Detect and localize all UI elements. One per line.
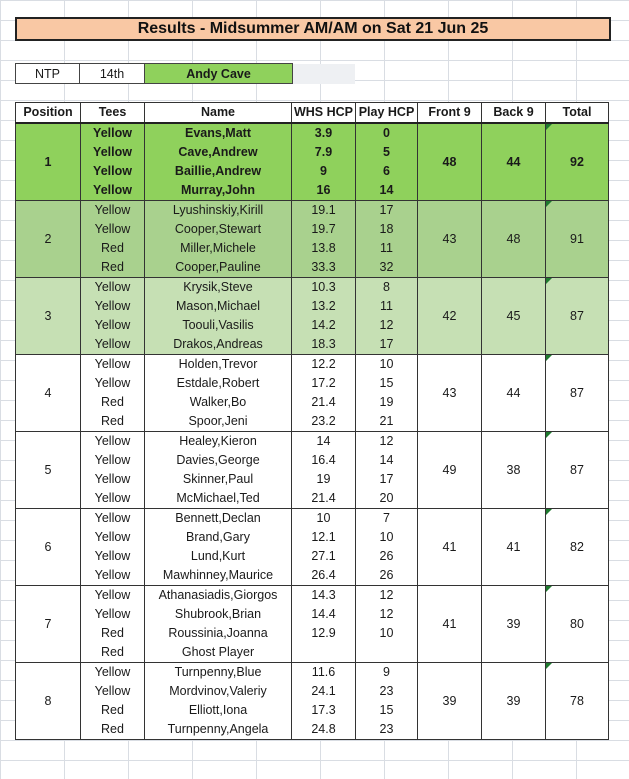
tees-cell[interactable]: Red (81, 701, 145, 720)
whs-hcp-cell[interactable]: 19 (292, 470, 356, 489)
tees-cell[interactable]: Red (81, 643, 145, 663)
back-9-cell[interactable]: 39 (482, 663, 546, 740)
whs-hcp-cell[interactable]: 12.9 (292, 624, 356, 643)
total-cell[interactable]: 80 (546, 586, 609, 663)
header-name[interactable]: Name (145, 103, 292, 124)
whs-hcp-cell[interactable]: 19.1 (292, 201, 356, 221)
player-name-cell[interactable]: Shubrook,Brian (145, 605, 292, 624)
tees-cell[interactable]: Yellow (81, 451, 145, 470)
front-9-cell[interactable]: 42 (418, 278, 482, 355)
whs-hcp-cell[interactable]: 11.6 (292, 663, 356, 683)
tees-cell[interactable]: Yellow (81, 297, 145, 316)
front-9-cell[interactable]: 39 (418, 663, 482, 740)
table-row (16, 663, 609, 683)
player-name-cell[interactable]: Mordvinov,Valeriy (145, 682, 292, 701)
position-cell[interactable]: 6 (16, 509, 81, 586)
player-name-cell[interactable]: Cooper,Pauline (145, 258, 292, 278)
play-hcp-cell[interactable]: 11 (356, 239, 418, 258)
player-name-cell[interactable]: Murray,John (145, 181, 292, 201)
play-hcp-cell[interactable]: 15 (356, 374, 418, 393)
whs-hcp-cell[interactable]: 9 (292, 162, 356, 181)
tees-cell[interactable]: Yellow (81, 162, 145, 181)
play-hcp-cell[interactable]: 23 (356, 720, 418, 740)
player-name-cell[interactable]: McMichael,Ted (145, 489, 292, 509)
position-cell[interactable]: 4 (16, 355, 81, 432)
player-name-cell[interactable]: Davies,George (145, 451, 292, 470)
whs-hcp-cell[interactable]: 14 (292, 432, 356, 452)
play-hcp-cell[interactable]: 14 (356, 451, 418, 470)
play-hcp-cell[interactable]: 19 (356, 393, 418, 412)
whs-hcp-cell[interactable]: 24.8 (292, 720, 356, 740)
table-row (16, 509, 609, 529)
player-name-cell[interactable]: Holden,Trevor (145, 355, 292, 375)
header-whs-hcp[interactable]: WHS HCP (292, 103, 356, 124)
table-row (16, 586, 609, 606)
player-name-cell[interactable]: Krysik,Steve (145, 278, 292, 298)
player-name-cell[interactable]: Healey,Kieron (145, 432, 292, 452)
play-hcp-cell[interactable]: 12 (356, 586, 418, 606)
player-name-cell[interactable]: Lyushinskiy,Kirill (145, 201, 292, 221)
play-hcp-cell[interactable]: 12 (356, 316, 418, 335)
player-name-cell[interactable]: Cooper,Stewart (145, 220, 292, 239)
tees-cell[interactable]: Yellow (81, 566, 145, 586)
tees-cell[interactable]: Yellow (81, 682, 145, 701)
total-cell[interactable]: 87 (546, 355, 609, 432)
back-9-cell[interactable]: 44 (482, 355, 546, 432)
tees-cell[interactable]: Yellow (81, 489, 145, 509)
tees-cell[interactable]: Red (81, 258, 145, 278)
tees-cell[interactable]: Yellow (81, 528, 145, 547)
whs-hcp-cell[interactable]: 14.2 (292, 316, 356, 335)
player-name-cell[interactable]: Toouli,Vasilis (145, 316, 292, 335)
play-hcp-cell[interactable]: 32 (356, 258, 418, 278)
position-cell[interactable]: 8 (16, 663, 81, 740)
front-9-cell[interactable]: 41 (418, 509, 482, 586)
tees-cell[interactable]: Yellow (81, 374, 145, 393)
tees-cell[interactable]: Yellow (81, 509, 145, 529)
player-name-cell[interactable]: Cave,Andrew (145, 143, 292, 162)
player-name-cell[interactable]: Baillie,Andrew (145, 162, 292, 181)
tees-cell[interactable]: Yellow (81, 316, 145, 335)
tees-cell[interactable]: Yellow (81, 220, 145, 239)
table-row (16, 355, 609, 375)
whs-hcp-cell[interactable]: 14.4 (292, 605, 356, 624)
play-hcp-cell[interactable]: 12 (356, 432, 418, 452)
play-hcp-cell[interactable]: 7 (356, 509, 418, 529)
whs-hcp-cell[interactable]: 12.2 (292, 355, 356, 375)
player-name-cell[interactable]: Mawhinney,Maurice (145, 566, 292, 586)
play-hcp-cell[interactable]: 17 (356, 470, 418, 489)
total-cell[interactable]: 87 (546, 432, 609, 509)
play-hcp-cell[interactable] (356, 643, 418, 663)
tees-cell[interactable]: Yellow (81, 123, 145, 143)
tees-cell[interactable]: Yellow (81, 470, 145, 489)
player-name-cell[interactable]: Athanasiadis,Giorgos (145, 586, 292, 606)
ntp-label[interactable]: NTP (16, 64, 80, 84)
table-row (16, 432, 609, 452)
header-total[interactable]: Total (546, 103, 609, 124)
tees-cell[interactable]: Yellow (81, 278, 145, 298)
tees-cell[interactable]: Red (81, 393, 145, 412)
play-hcp-cell[interactable]: 9 (356, 663, 418, 683)
play-hcp-cell[interactable]: 10 (356, 355, 418, 375)
player-name-cell[interactable]: Turnpenny,Blue (145, 663, 292, 683)
play-hcp-cell[interactable]: 14 (356, 181, 418, 201)
back-9-cell[interactable]: 39 (482, 586, 546, 663)
position-cell[interactable]: 5 (16, 432, 81, 509)
whs-hcp-cell[interactable]: 19.7 (292, 220, 356, 239)
whs-hcp-cell[interactable]: 17.3 (292, 701, 356, 720)
whs-hcp-cell[interactable]: 17.2 (292, 374, 356, 393)
player-name-cell[interactable]: Estdale,Robert (145, 374, 292, 393)
play-hcp-cell[interactable]: 12 (356, 605, 418, 624)
play-hcp-cell[interactable]: 0 (356, 123, 418, 143)
table-row (16, 201, 609, 221)
table-row (16, 278, 609, 298)
play-hcp-cell[interactable]: 17 (356, 201, 418, 221)
player-name-cell[interactable]: Evans,Matt (145, 123, 292, 143)
ntp-table (15, 63, 355, 84)
player-name-cell[interactable]: Elliott,Iona (145, 701, 292, 720)
whs-hcp-cell[interactable]: 21.4 (292, 489, 356, 509)
whs-hcp-cell[interactable]: 14.3 (292, 586, 356, 606)
play-hcp-cell[interactable]: 11 (356, 297, 418, 316)
player-name-cell[interactable]: Turnpenny,Angela (145, 720, 292, 740)
play-hcp-cell[interactable]: 18 (356, 220, 418, 239)
whs-hcp-cell[interactable] (292, 643, 356, 663)
tees-cell[interactable]: Red (81, 239, 145, 258)
header-front-9[interactable]: Front 9 (418, 103, 482, 124)
play-hcp-cell[interactable]: 26 (356, 566, 418, 586)
whs-hcp-cell[interactable]: 26.4 (292, 566, 356, 586)
back-9-cell[interactable]: 48 (482, 201, 546, 278)
player-name-cell[interactable]: Walker,Bo (145, 393, 292, 412)
play-hcp-cell[interactable]: 15 (356, 701, 418, 720)
play-hcp-cell[interactable]: 10 (356, 624, 418, 643)
back-9-cell[interactable]: 41 (482, 509, 546, 586)
play-hcp-cell[interactable]: 5 (356, 143, 418, 162)
total-cell[interactable]: 87 (546, 278, 609, 355)
play-hcp-cell[interactable]: 21 (356, 412, 418, 432)
tees-cell[interactable]: Red (81, 412, 145, 432)
results-table (15, 102, 609, 740)
header-row (16, 103, 609, 124)
player-name-cell[interactable]: Drakos,Andreas (145, 335, 292, 355)
total-cell[interactable]: 82 (546, 509, 609, 586)
play-hcp-cell[interactable]: 20 (356, 489, 418, 509)
whs-hcp-cell[interactable]: 10.3 (292, 278, 356, 298)
header-tees[interactable]: Tees (81, 103, 145, 124)
results-title: Results - Midsummer AM/AM on Sat 21 Jun 25 (15, 17, 611, 41)
whs-hcp-cell[interactable]: 27.1 (292, 547, 356, 566)
player-name-cell[interactable]: Lund,Kurt (145, 547, 292, 566)
results-body (16, 123, 609, 740)
whs-hcp-cell[interactable]: 12.1 (292, 528, 356, 547)
player-name-cell[interactable]: Miller,Michele (145, 239, 292, 258)
back-9-cell[interactable]: 38 (482, 432, 546, 509)
play-hcp-cell[interactable]: 8 (356, 278, 418, 298)
player-name-cell[interactable]: Bennett,Declan (145, 509, 292, 529)
front-9-cell[interactable]: 49 (418, 432, 482, 509)
whs-hcp-cell[interactable]: 3.9 (292, 123, 356, 143)
whs-hcp-cell[interactable]: 16.4 (292, 451, 356, 470)
header-position[interactable]: Position (16, 103, 81, 124)
ntp-hole[interactable]: 14th (80, 64, 145, 84)
position-cell[interactable]: 1 (16, 123, 81, 201)
tees-cell[interactable]: Yellow (81, 547, 145, 566)
position-cell[interactable]: 2 (16, 201, 81, 278)
front-9-cell[interactable]: 43 (418, 355, 482, 432)
whs-hcp-cell[interactable]: 13.2 (292, 297, 356, 316)
total-cell[interactable]: 92 (546, 123, 609, 201)
tees-cell[interactable]: Red (81, 624, 145, 643)
tees-cell[interactable]: Yellow (81, 335, 145, 355)
position-cell[interactable]: 7 (16, 586, 81, 663)
whs-hcp-cell[interactable]: 18.3 (292, 335, 356, 355)
whs-hcp-cell[interactable]: 21.4 (292, 393, 356, 412)
tees-cell[interactable]: Yellow (81, 201, 145, 221)
table-row (16, 123, 609, 143)
tees-cell[interactable]: Red (81, 720, 145, 740)
play-hcp-cell[interactable]: 26 (356, 547, 418, 566)
play-hcp-cell[interactable]: 23 (356, 682, 418, 701)
position-cell[interactable]: 3 (16, 278, 81, 355)
tees-cell[interactable]: Yellow (81, 355, 145, 375)
whs-hcp-cell[interactable]: 24.1 (292, 682, 356, 701)
tees-cell[interactable]: Yellow (81, 432, 145, 452)
ntp-winner[interactable]: Andy Cave (145, 64, 293, 84)
whs-hcp-cell[interactable]: 23.2 (292, 412, 356, 432)
front-9-cell[interactable]: 41 (418, 586, 482, 663)
player-name-cell[interactable]: Roussinia,Joanna (145, 624, 292, 643)
whs-hcp-cell[interactable]: 7.9 (292, 143, 356, 162)
header-back-9[interactable]: Back 9 (482, 103, 546, 124)
header-play-hcp[interactable]: Play HCP (356, 103, 418, 124)
play-hcp-cell[interactable]: 17 (356, 335, 418, 355)
front-9-cell[interactable]: 43 (418, 201, 482, 278)
tees-cell[interactable]: Yellow (81, 181, 145, 201)
back-9-cell[interactable]: 44 (482, 123, 546, 201)
total-cell[interactable]: 78 (546, 663, 609, 740)
player-name-cell[interactable]: Spoor,Jeni (145, 412, 292, 432)
player-name-cell[interactable]: Ghost Player (145, 643, 292, 663)
back-9-cell[interactable]: 45 (482, 278, 546, 355)
front-9-cell[interactable]: 48 (418, 123, 482, 201)
player-name-cell[interactable]: Skinner,Paul (145, 470, 292, 489)
player-name-cell[interactable]: Mason,Michael (145, 297, 292, 316)
tees-cell[interactable]: Yellow (81, 143, 145, 162)
whs-hcp-cell[interactable]: 33.3 (292, 258, 356, 278)
total-cell[interactable]: 91 (546, 201, 609, 278)
whs-hcp-cell[interactable]: 13.8 (292, 239, 356, 258)
tees-cell[interactable]: Yellow (81, 586, 145, 606)
player-name-cell[interactable]: Brand,Gary (145, 528, 292, 547)
tees-cell[interactable]: Yellow (81, 605, 145, 624)
play-hcp-cell[interactable]: 6 (356, 162, 418, 181)
whs-hcp-cell[interactable]: 16 (292, 181, 356, 201)
whs-hcp-cell[interactable]: 10 (292, 509, 356, 529)
tees-cell[interactable]: Yellow (81, 663, 145, 683)
ntp-empty-cell[interactable] (293, 64, 356, 84)
play-hcp-cell[interactable]: 10 (356, 528, 418, 547)
